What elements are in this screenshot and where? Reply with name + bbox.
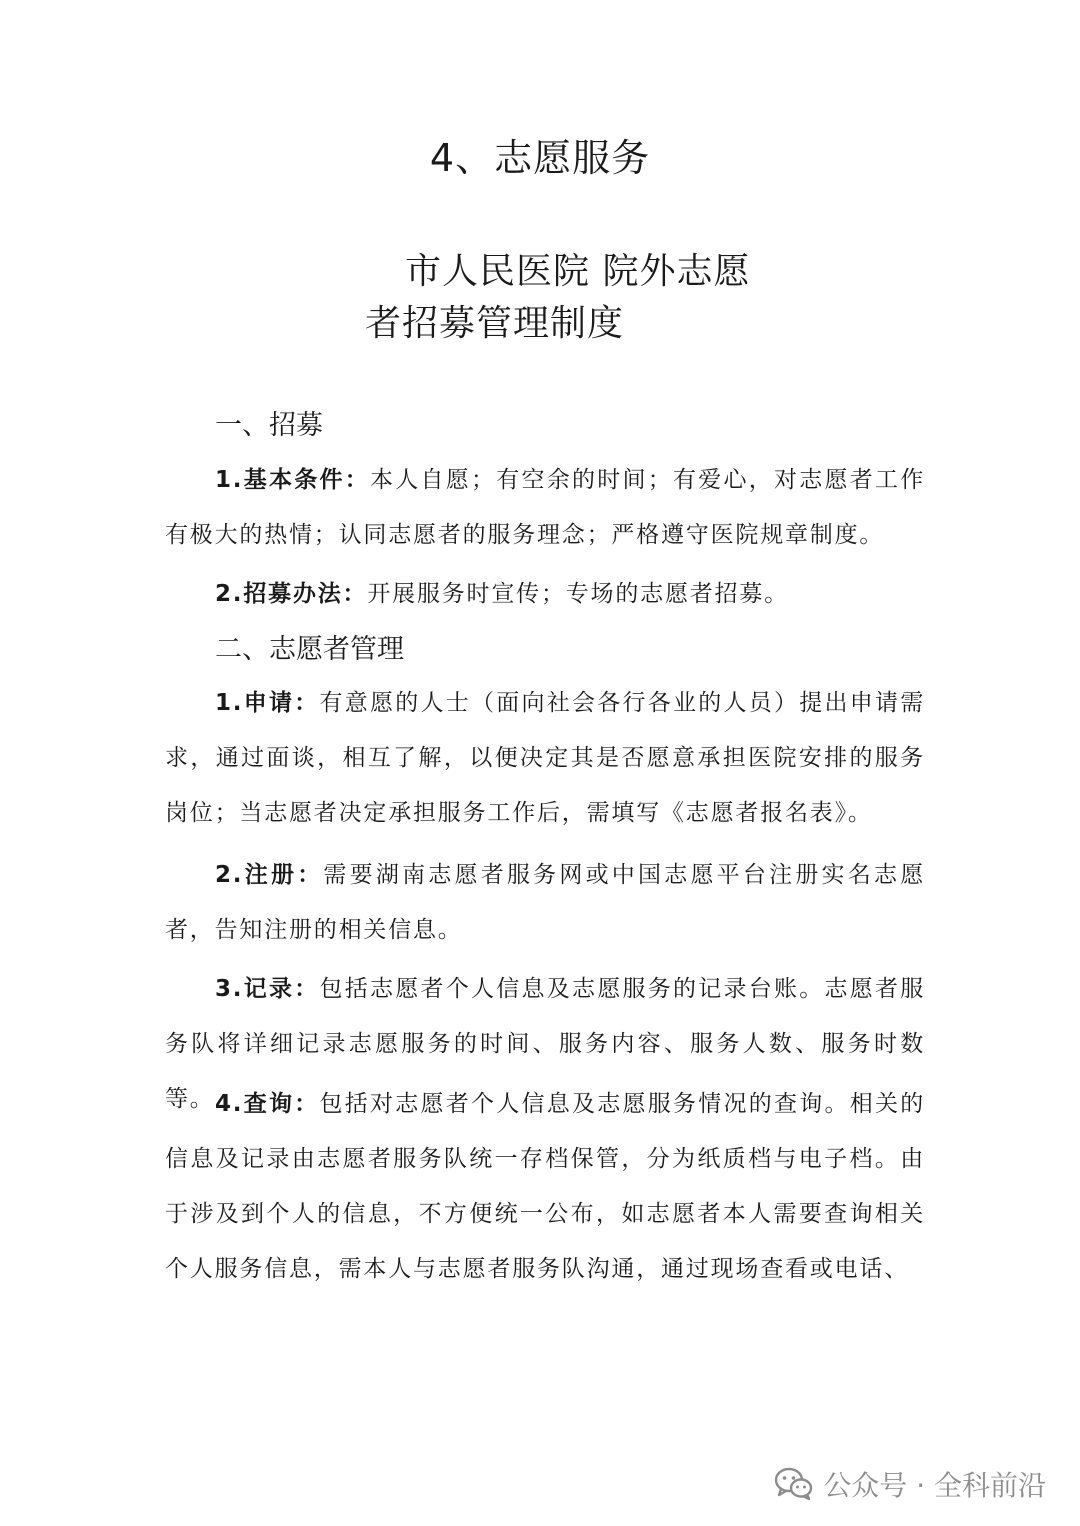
paragraph-lead: 2.注册： <box>215 862 324 888</box>
paragraph-lead: 1.申请： <box>215 690 320 716</box>
document-title-line-2: 者招募管理制度 <box>365 303 625 344</box>
watermark-text: 公众号 · 全科前沿 <box>823 1469 1046 1502</box>
paragraph-text: 有意愿的人士（面向社会各行各业的人员）提出申请需求，通过面谈，相互了解，以便决定其是否愿意承担医院安排的服务岗位；当志愿者决定承担服务工作后，需填写《志愿者报名表》。 <box>165 690 925 826</box>
paragraph-recruitment-method <box>165 567 925 622</box>
paragraph-text: 需要湖南志愿者服务网或中国志愿平台注册实名志愿者，告知注册的相关信息。 <box>165 862 925 943</box>
heading-volunteer-management: 二、志愿者管理 <box>215 634 404 665</box>
section-title: 4、志愿服务 <box>429 136 651 180</box>
wechat-icon <box>775 1467 813 1501</box>
paragraph-registration <box>165 848 925 958</box>
document-title-line-1: 市人民医院 院外志愿 <box>405 251 751 292</box>
paragraph-text: 本人自愿；有空余的时间；有爱心，对志愿者工作有极大的热情；认同志愿者的服务理念；严格遵守医院规章制度。 <box>165 467 926 548</box>
paragraph-inquiry <box>165 1077 925 1297</box>
paragraph-text: 开展服务时宣传；专场的志愿者招募。 <box>367 581 789 607</box>
paragraph-application <box>165 676 925 841</box>
paragraph-lead: 2.招募办法： <box>215 581 368 607</box>
heading-recruitment: 一、招募 <box>215 410 323 441</box>
paragraph-lead: 4.查询： <box>215 1091 320 1117</box>
paragraph-lead: 1.基本条件： <box>215 467 371 493</box>
paragraph-text: 包括志愿者个人信息及志愿服务的记录台账。志愿者服务队将详细记录志愿服务的时间、服务内容、服务人数、服务时数等。 <box>165 976 925 1112</box>
paragraph-lead: 3.记录： <box>215 976 320 1002</box>
watermark <box>775 1464 1046 1504</box>
paragraph-basic-conditions <box>165 453 925 563</box>
paragraph-text: 包括对志愿者个人信息及志愿服务情况的查询。相关的信息及记录由志愿者服务队统一存档保管，分为纸质档与电子档。由于涉及到个人的信息，不方便统一公布，如志愿者本人需要查询相关个人服务信息，需本人与志愿者服务队沟通，通过现场查看或电话、 <box>165 1091 925 1282</box>
